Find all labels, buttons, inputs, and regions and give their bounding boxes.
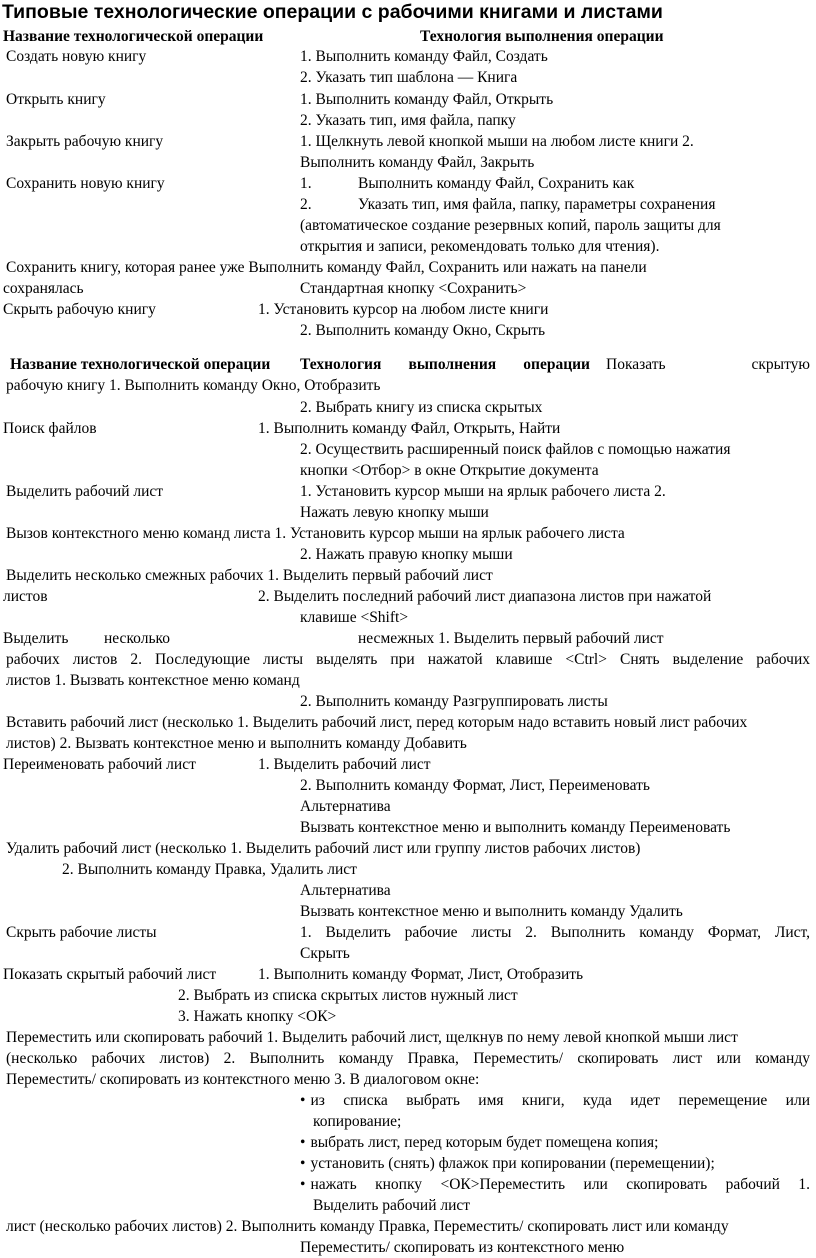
text-line: листов [3, 588, 48, 605]
text-line: 2. Осуществить расширенный поиск файлов с помощью нажатия [300, 441, 731, 458]
document-title: Типовые технологические операции с рабочими книгами и листами [2, 1, 663, 23]
text-line: несколько [104, 630, 171, 647]
text-line: листов 1. Вызвать контекстное меню команд [6, 672, 300, 689]
text-line: Выделить несколько смежных рабочих 1. Выделить первый рабочий лист [6, 567, 493, 584]
text-line: кнопки <Отбор> в окне Открытие документа [300, 462, 599, 479]
text-line: Стандартная кнопку <Сохранить> [300, 280, 527, 297]
text-line: 1. Выполнить команду Файл, Открыть, Найти [258, 420, 561, 437]
text-line: Поиск файлов [3, 420, 97, 437]
text-line: 1. Выделить рабочий лист [258, 756, 431, 773]
text-line: 2. Указать тип, имя файла, папку [300, 112, 516, 129]
text-line: несмежных 1. Выделить первый рабочий лист [358, 630, 664, 647]
text-line: Технология выполнения операции [300, 356, 590, 373]
text-line: • нажать кнопку <ОК>Переместить или скопировать рабочий 1. [300, 1174, 810, 1195]
text-line: копирование; [313, 1113, 402, 1130]
text-line: Выполнить команду Файл, Закрыть [300, 154, 535, 171]
text-line: 2. Выбрать книгу из списка скрытых [300, 399, 543, 416]
text-line: сохранялась [3, 280, 84, 297]
text-line: Скрыть рабочие листы [6, 924, 157, 941]
text-line: рабочую книгу 1. Выполнить команду Окно, Отобразить [6, 377, 381, 394]
text-line: 2. Нажать правую кнопку мыши [300, 546, 513, 563]
text-line: 2. Выполнить команду Правка, Удалить лист [62, 861, 357, 878]
text-line: • выбрать лист, перед которым будет помещена копия; [300, 1132, 658, 1153]
text-line: 2. Выполнить команду Формат, Лист, Переименовать [300, 777, 650, 794]
text-line: Скрыть [300, 945, 350, 962]
text-line: Сохранить книгу, которая ранее уже Выполнить команду Файл, Сохранить или нажать на панели [6, 259, 647, 276]
text-line: Скрыть рабочую книгу [3, 301, 156, 318]
text-line: клавише <Shift> [300, 609, 409, 626]
text-line: Альтернатива [300, 882, 391, 899]
text-line: Сохранить новую книгу [6, 175, 165, 192]
text-line: 2. Выполнить команду Разгруппировать листы [300, 693, 608, 710]
text-line: Вызвать контекстное меню и выполнить команду Удалить [300, 903, 683, 920]
text-line: листов) 2. Вызвать контекстное меню и выполнить команду Добавить [6, 735, 467, 752]
text-line: Показать скрытый рабочий лист [3, 966, 217, 983]
text-line: 1. Установить курсор на любом листе книги [258, 301, 549, 318]
text-line: 1. Выполнить команду Файл, Открыть [300, 91, 554, 108]
text-line: Нажать левую кнопку мыши [300, 504, 489, 521]
text-line: Технология выполнения операции [420, 28, 664, 45]
text-line: (автоматическое создание резервных копий, пароль защиты для [300, 217, 721, 234]
text-line: Выполнить команду Файл, Сохранить как [358, 175, 635, 192]
text-line: • из списка выбрать имя книги, куда идет перемещение или [300, 1090, 810, 1111]
text-line: Название технологической операции [3, 28, 264, 45]
text-line: • установить (снять) флажок при копировании (перемещении); [300, 1153, 715, 1174]
text-line: Переместить/ скопировать из контекстного меню [300, 1239, 625, 1256]
text-line: 2. Выделить последний рабочий лист диапазона листов при нажатой [258, 588, 712, 605]
text-line: 1. [300, 175, 312, 192]
text-line: Удалить рабочий лист (несколько 1. Выделить рабочий лист или группу листов рабочих листов) [6, 840, 641, 857]
text-line: рабочих листов 2. Последующие листы выделять при нажатой клавише <Ctrl> Снять выделение рабочих [6, 651, 810, 668]
text-line: Открыть книгу [6, 91, 106, 108]
text-line: Переименовать рабочий лист [3, 756, 196, 773]
text-line: 1. Щелкнуть левой кнопкой мыши на любом листе книги 2. [300, 133, 694, 150]
text-line: Выделить рабочий лист [313, 1197, 471, 1214]
text-line: Показать скрытую [606, 356, 810, 373]
text-line: Переместить/ скопировать из контекстного меню 3. В диалоговом окне: [6, 1071, 480, 1088]
text-line: Вызов контекстного меню команд листа 1. Установить курсор мыши на ярлык рабочего листа [6, 525, 625, 542]
text-line: 2. Выбрать из списка скрытых листов нужный лист [178, 987, 518, 1004]
text-line: 2. Указать тип шаблона — Книга [300, 69, 518, 86]
text-line: 1. Выполнить команду Файл, Создать [300, 48, 548, 65]
text-line: открытия и записи, рекомендовать только для чтения). [300, 238, 660, 255]
text-line: лист (несколько рабочих листов) 2. Выполнить команду Правка, Переместить/ скопировать лист или команду [6, 1218, 729, 1235]
text-line: Выделить [3, 630, 69, 647]
text-line: Создать новую книгу [6, 48, 147, 65]
text-line: 2. Выполнить команду Окно, Скрыть [300, 322, 546, 339]
text-line: Название технологической операции [10, 356, 271, 373]
text-line: Альтернатива [300, 798, 391, 815]
text-line: Выделить рабочий лист [6, 483, 164, 500]
text-line: Переместить или скопировать рабочий 1. Выделить рабочий лист, щелкнув по нему левой кнопкой мыши лист [6, 1029, 738, 1046]
text-line: 1. Выполнить команду Формат, Лист, Отобразить [258, 966, 584, 983]
text-line: 3. Нажать кнопку <ОК> [178, 1008, 337, 1025]
text-line: Закрыть рабочую книгу [6, 133, 164, 150]
text-line: (несколько рабочих листов) 2. Выполнить команду Правка, Переместить/ скопировать лист или команду [6, 1050, 810, 1067]
text-line: Вставить рабочий лист (несколько 1. Выделить рабочий лист, перед которым надо вставить новый лист рабочих [6, 714, 748, 731]
text-line: 2. [300, 196, 312, 213]
text-line: Вызвать контекстное меню и выполнить команду Переименовать [300, 819, 731, 836]
text-line: 1. Выделить рабочие листы 2. Выполнить команду Формат, Лист, [300, 924, 810, 941]
text-line: Указать тип, имя файла, папку, параметры сохранения [358, 196, 716, 213]
text-line: 1. Установить курсор мыши на ярлык рабочего листа 2. [300, 483, 666, 500]
